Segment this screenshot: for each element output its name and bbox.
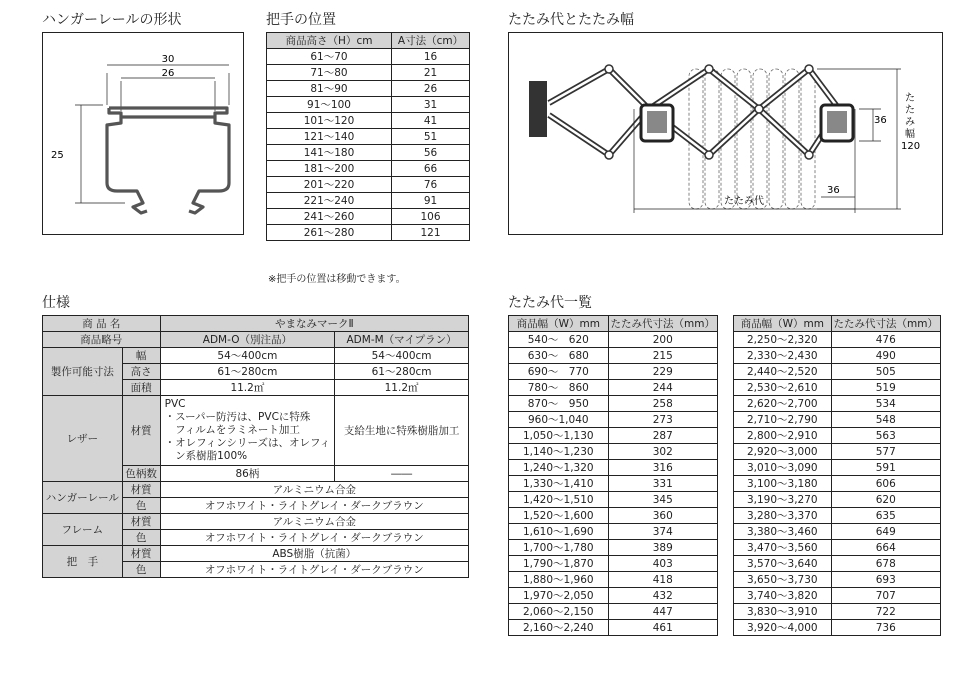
table-row [509,588,718,604]
col-header-fold: たたみ代寸法（mm） [608,316,717,332]
fold-dim-36-bottom: 36 [827,185,840,196]
table-header-row [734,316,941,332]
fold-table-left [508,315,718,636]
table-row [734,348,941,364]
value-cell: 693 [831,572,940,588]
value-cell: 360 [608,508,717,524]
table-row [734,492,941,508]
table-row [509,492,718,508]
value-cell: 461 [608,620,717,636]
leather-o-line: ・スーパー防汚は、PVCに特殊 [164,411,311,423]
range-cell: 261〜280 [267,225,392,241]
range-cell: 61〜70 [267,49,392,65]
value-cell: 563 [831,428,940,444]
table-header-row [509,316,718,332]
table-row [734,332,941,348]
table-row [509,348,718,364]
range-cell: 2,160〜2,240 [509,620,609,636]
product-name-value: やまなみマークⅡ [160,316,468,332]
leather-material-label: 材質 [122,396,160,466]
table-row [509,364,718,380]
value-cell: 707 [831,588,940,604]
spec-title: 仕様 [42,295,70,311]
range-cell: 121〜140 [267,129,392,145]
table-row [734,540,941,556]
range-cell: 1,700〜1,780 [509,540,609,556]
value-cell: 215 [608,348,717,364]
value-cell: 374 [608,524,717,540]
range-cell: 1,790〜1,870 [509,556,609,572]
height-label: 高さ [122,364,160,380]
table-row [509,476,718,492]
value-cell: 200 [608,332,717,348]
area-m: 11.2㎡ [335,380,469,396]
range-cell: 2,440〜2,520 [734,364,832,380]
range-cell: 1,880〜1,960 [509,572,609,588]
range-cell: 101〜120 [267,113,392,129]
table-row [734,476,941,492]
range-cell: 1,970〜2,050 [509,588,609,604]
fold-diagram [508,32,943,235]
pattern-m: ―― [335,466,469,482]
value-cell: 432 [608,588,717,604]
frame-color-label: 色 [122,530,160,546]
value-cell: 31 [392,97,470,113]
range-cell: 1,420〜1,510 [509,492,609,508]
value-cell: 534 [831,396,940,412]
handle-material: ABS樹脂（抗菌） [160,546,468,562]
height-m: 61〜280cm [335,364,469,380]
value-cell: 316 [608,460,717,476]
range-cell: 3,100〜3,180 [734,476,832,492]
table-row [734,620,941,636]
table-row [267,49,470,65]
frame-label: フレーム [43,514,123,546]
range-cell: 241〜260 [267,209,392,225]
product-name-label: 商 品 名 [43,316,161,332]
handle-color: オフホワイト・ライトグレイ・ダークブラウン [160,562,468,578]
table-row [734,428,941,444]
table-row [509,380,718,396]
fold-list-title: たたみ代一覧 [508,295,592,311]
table-row [509,412,718,428]
range-cell: 2,620〜2,700 [734,396,832,412]
dim-30-label: 30 [161,54,175,65]
value-cell: 664 [831,540,940,556]
table-row [734,508,941,524]
value-cell: 418 [608,572,717,588]
range-cell: 780〜 860 [509,380,609,396]
range-cell: 3,470〜3,560 [734,540,832,556]
value-cell: 21 [392,65,470,81]
range-cell: 1,140〜1,230 [509,444,609,460]
range-cell: 3,570〜3,640 [734,556,832,572]
range-cell: 2,800〜2,910 [734,428,832,444]
table-row [734,604,941,620]
value-cell: 76 [392,177,470,193]
table-row [734,444,941,460]
value-cell: 649 [831,524,940,540]
rail-color-label: 色 [122,498,160,514]
range-cell: 960〜1,040 [509,412,609,428]
table-row [509,540,718,556]
rail-shape-diagram [42,32,244,235]
rail-material-label: 材質 [122,482,160,498]
area-o: 11.2㎡ [160,380,335,396]
range-cell: 1,050〜1,130 [509,428,609,444]
value-cell: 273 [608,412,717,428]
table-row [734,588,941,604]
handle-label: 把 手 [43,546,123,578]
value-cell: 620 [831,492,940,508]
leather-o-line: ・オレフィンシリーズは、オレフィ [164,437,331,449]
width-m: 54〜400cm [335,348,469,364]
fold-width-label-1: た [905,93,915,104]
range-cell: 2,710〜2,790 [734,412,832,428]
table-row [267,81,470,97]
range-cell: 3,920〜4,000 [734,620,832,636]
range-cell: 3,650〜3,730 [734,572,832,588]
area-label: 面積 [122,380,160,396]
value-cell: 548 [831,412,940,428]
value-cell: 244 [608,380,717,396]
range-cell: 3,280〜3,370 [734,508,832,524]
range-cell: 3,740〜3,820 [734,588,832,604]
leather-m: 支給生地に特殊樹脂加工 [335,396,469,466]
height-o: 61〜280cm [160,364,335,380]
pattern-label: 色柄数 [122,466,160,482]
range-cell: 3,190〜3,270 [734,492,832,508]
table-row [509,444,718,460]
value-cell: 490 [831,348,940,364]
value-cell: 403 [608,556,717,572]
leather-o-desc [160,396,335,466]
table-row [734,396,941,412]
value-cell: 635 [831,508,940,524]
frame-material: アルミニウム合金 [160,514,468,530]
range-cell: 1,610〜1,690 [509,524,609,540]
value-cell: 722 [831,604,940,620]
value-cell: 736 [831,620,940,636]
col-header-width: 商品幅（W）mm [509,316,609,332]
table-row [267,209,470,225]
width-label: 幅 [122,348,160,364]
handle-material-label: 材質 [122,546,160,562]
dim-26-label: 26 [161,68,175,79]
handle-position-title: 把手の位置 [266,12,336,28]
value-cell: 258 [608,396,717,412]
table-row [509,332,718,348]
abbr-o: ADM-O（別注品） [160,332,335,348]
width-o: 54〜400cm [160,348,335,364]
value-cell: 447 [608,604,717,620]
table-row [509,460,718,476]
value-cell: 229 [608,364,717,380]
range-cell: 201〜220 [267,177,392,193]
range-cell: 221〜240 [267,193,392,209]
range-cell: 141〜180 [267,145,392,161]
spec-table [42,315,469,578]
table-row [509,428,718,444]
table-row [734,412,941,428]
table-row [734,524,941,540]
range-cell: 690〜 770 [509,364,609,380]
fold-width-label-2: た [905,105,915,116]
value-cell: 331 [608,476,717,492]
value-cell: 389 [608,540,717,556]
rail-shape-title: ハンガーレールの形状 [42,12,182,28]
range-cell: 1,240〜1,320 [509,460,609,476]
value-cell: 606 [831,476,940,492]
table-row [734,380,941,396]
table-row [267,97,470,113]
value-cell: 121 [392,225,470,241]
handle-note: ※把手の位置は移動できます。 [268,274,406,285]
range-cell: 1,330〜1,410 [509,476,609,492]
table-header-row [267,33,470,49]
value-cell: 345 [608,492,717,508]
table-row [267,145,470,161]
range-cell: 71〜80 [267,65,392,81]
leather-o-line: ン系樹脂100% [164,450,248,462]
rail-material: アルミニウム合金 [160,482,468,498]
rail-profile-drawing [43,33,243,234]
folding-door-drawing [509,33,942,234]
leather-label: レザー [43,396,123,482]
table-row [267,129,470,145]
fold-width-value: 120 [901,141,921,152]
rail-label: ハンガーレール [43,482,123,514]
range-cell: 630〜 680 [509,348,609,364]
leather-o-line: フィルムをラミネート加工 [164,424,300,436]
range-cell: 2,060〜2,150 [509,604,609,620]
table-row [734,572,941,588]
leather-o-line: PVC [164,398,186,410]
handle-position-table [266,32,470,241]
fold-width-label-3: み [905,117,915,128]
table-row [734,460,941,476]
abbr-label: 商品略号 [43,332,161,348]
fold-table-right [733,315,941,636]
table-row [509,524,718,540]
value-cell: 91 [392,193,470,209]
col-header-width: 商品幅（W）mm [734,316,832,332]
handle-color-label: 色 [122,562,160,578]
value-cell: 302 [608,444,717,460]
col-header-a: A寸法（cm） [392,33,470,49]
value-cell: 505 [831,364,940,380]
range-cell: 2,330〜2,430 [734,348,832,364]
table-row [509,508,718,524]
fold-title: たたみ代とたたみ幅 [508,12,634,28]
table-row [267,193,470,209]
table-row [509,604,718,620]
range-cell: 91〜100 [267,97,392,113]
value-cell: 66 [392,161,470,177]
table-row [267,161,470,177]
value-cell: 577 [831,444,940,460]
range-cell: 3,830〜3,910 [734,604,832,620]
value-cell: 51 [392,129,470,145]
range-cell: 2,530〜2,610 [734,380,832,396]
value-cell: 16 [392,49,470,65]
pattern-o: 86柄 [160,466,335,482]
table-row [509,620,718,636]
table-row [509,572,718,588]
table-row [509,556,718,572]
value-cell: 106 [392,209,470,225]
size-label: 製作可能寸法 [43,348,123,396]
rail-color: オフホワイト・ライトグレイ・ダークブラウン [160,498,468,514]
value-cell: 26 [392,81,470,97]
fold-allowance-label: たたみ代 [724,196,764,207]
value-cell: 591 [831,460,940,476]
table-row [267,65,470,81]
table-row [267,225,470,241]
fold-width-label-4: 幅 [905,129,915,140]
range-cell: 81〜90 [267,81,392,97]
table-row [267,113,470,129]
frame-color: オフホワイト・ライトグレイ・ダークブラウン [160,530,468,546]
col-header-fold: たたみ代寸法（mm） [831,316,940,332]
range-cell: 540〜 620 [509,332,609,348]
range-cell: 2,920〜3,000 [734,444,832,460]
col-header-height: 商品高さ（H）cm [267,33,392,49]
value-cell: 41 [392,113,470,129]
frame-material-label: 材質 [122,514,160,530]
abbr-m: ADM-M（マイプラン） [335,332,469,348]
value-cell: 287 [608,428,717,444]
table-row [509,396,718,412]
range-cell: 870〜 950 [509,396,609,412]
fold-dim-36-side: 36 [874,115,887,126]
table-row [734,364,941,380]
range-cell: 2,250〜2,320 [734,332,832,348]
value-cell: 476 [831,332,940,348]
range-cell: 3,010〜3,090 [734,460,832,476]
value-cell: 56 [392,145,470,161]
table-row [734,556,941,572]
table-row [267,177,470,193]
value-cell: 678 [831,556,940,572]
range-cell: 3,380〜3,460 [734,524,832,540]
range-cell: 1,520〜1,600 [509,508,609,524]
range-cell: 181〜200 [267,161,392,177]
value-cell: 519 [831,380,940,396]
dim-25-label: 25 [51,150,64,161]
